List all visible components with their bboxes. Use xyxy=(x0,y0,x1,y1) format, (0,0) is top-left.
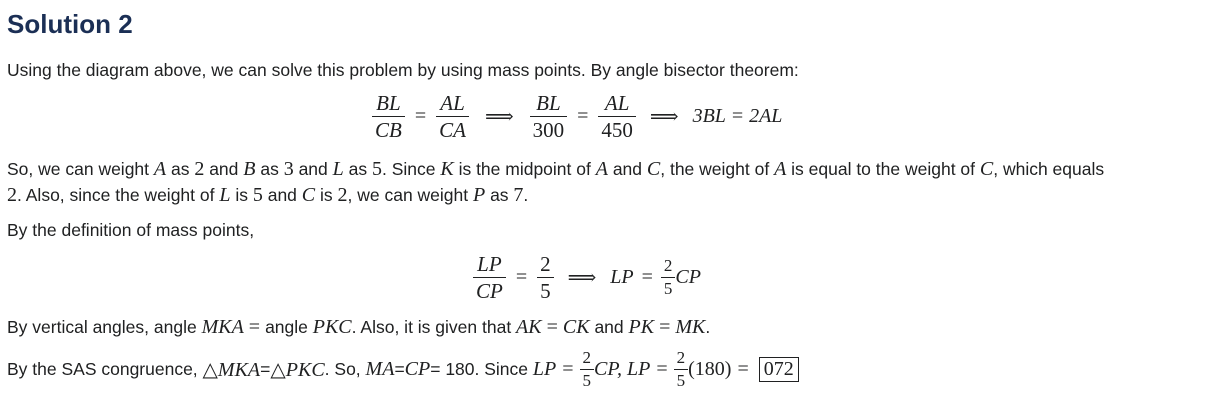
math-var: P xyxy=(472,184,486,206)
math-var: L xyxy=(219,184,231,206)
numerator: LP xyxy=(477,252,502,276)
numerator: BL xyxy=(376,91,401,115)
math-var: A xyxy=(153,158,167,180)
text: . Also, it is given that xyxy=(351,317,517,337)
text: and xyxy=(293,159,333,179)
text: , the weight of xyxy=(660,159,775,179)
denominator: CA xyxy=(436,116,469,141)
math-op: = xyxy=(562,357,574,380)
fraction-bl-300 xyxy=(530,92,568,141)
vertical-angles-line xyxy=(7,316,710,339)
intro-paragraph: Using the diagram above, we can solve this problem by using mass points. By angle bisector theorem: xyxy=(7,60,799,80)
denominator: 5 xyxy=(537,277,554,302)
mass-points-equation xyxy=(473,253,701,302)
numerator: 2 xyxy=(663,256,673,276)
denominator: CB xyxy=(372,116,405,141)
text: , we can weight xyxy=(347,185,473,205)
math-num: 3 xyxy=(283,158,294,180)
implies-arrow: ⟹ xyxy=(484,106,514,129)
math-var: MKA xyxy=(201,316,244,338)
fraction-bl-cb xyxy=(372,92,405,141)
text: = xyxy=(394,358,405,379)
numerator: BL xyxy=(536,91,561,115)
text: as xyxy=(166,159,195,179)
math-num: 7 xyxy=(513,184,524,206)
denominator: 5 xyxy=(661,277,676,298)
solution-heading: Solution 2 xyxy=(7,9,133,39)
weights-line-1 xyxy=(7,158,1104,181)
text: as xyxy=(485,185,514,205)
denominator: CP xyxy=(473,277,506,302)
numerator: AL xyxy=(440,91,465,115)
lhs-lp: LP xyxy=(610,266,634,289)
denominator: 5 xyxy=(674,369,689,390)
math-var: LP xyxy=(532,357,557,380)
equals-sign: = xyxy=(577,105,589,128)
text: . Since xyxy=(381,159,441,179)
fraction-lp-cp xyxy=(473,253,506,302)
math-var: CP xyxy=(404,357,431,380)
math-var: CK xyxy=(562,316,590,338)
math-num: 2 xyxy=(194,158,205,180)
math-num: 5 xyxy=(252,184,263,206)
math-var: A xyxy=(595,158,608,180)
boxed-answer: 072 xyxy=(759,357,799,382)
math-var: C xyxy=(301,184,316,206)
math-var: PKC xyxy=(312,316,352,338)
denominator: 300 xyxy=(530,116,568,141)
rhs-cp: CP xyxy=(675,266,701,289)
math-var: A xyxy=(774,158,787,180)
fraction-al-ca xyxy=(436,92,469,141)
text: and xyxy=(589,317,629,337)
math-num: 5 xyxy=(371,158,382,180)
equals-sign: = xyxy=(641,266,653,289)
denominator: 450 xyxy=(598,116,636,141)
text: and xyxy=(204,159,244,179)
fraction-al-450 xyxy=(598,92,636,141)
text: as xyxy=(343,159,372,179)
text: . Also, since the weight of xyxy=(17,185,220,205)
text: By the SAS congruence, xyxy=(7,358,198,379)
implies-arrow: ⟹ xyxy=(649,106,679,129)
denominator: 5 xyxy=(580,369,595,390)
equals-sign: = xyxy=(414,105,427,128)
weights-line-2 xyxy=(7,184,528,207)
equation-result: 3BL = 2AL xyxy=(692,105,783,128)
math-op: = xyxy=(737,357,749,380)
math-var: MA xyxy=(365,357,395,380)
math-var: C xyxy=(646,158,661,180)
math-op: = xyxy=(243,316,266,338)
text: = xyxy=(260,358,271,379)
text: , which equals xyxy=(993,159,1105,179)
text: is xyxy=(230,185,253,205)
text: is the midpoint of xyxy=(453,159,596,179)
implies-arrow: ⟹ xyxy=(567,267,597,290)
numerator: AL xyxy=(604,91,630,115)
text: angle xyxy=(265,317,313,337)
math-num: (180) xyxy=(688,357,732,380)
text: . xyxy=(523,185,529,205)
equals-sign: = xyxy=(515,266,528,289)
text: and xyxy=(607,159,647,179)
numerator: 2 xyxy=(676,348,686,367)
definition-line: By the definition of mass points, xyxy=(7,220,255,240)
angle-bisector-equation xyxy=(372,92,782,141)
math-var: K xyxy=(440,158,454,180)
text: as xyxy=(255,159,284,179)
math-var: L xyxy=(332,158,344,180)
coefficient-2-5 xyxy=(580,349,595,390)
math-var: B xyxy=(243,158,256,180)
math-var: MK xyxy=(675,316,706,338)
math-var: AK xyxy=(516,316,542,338)
coefficient-2-5 xyxy=(674,349,689,390)
numerator: 2 xyxy=(582,348,592,367)
math-num: 2 xyxy=(337,184,348,206)
sas-line xyxy=(7,349,799,390)
triangle-mka: △MKA xyxy=(202,358,261,381)
numerator: 2 xyxy=(540,252,551,276)
math-op: = xyxy=(541,316,563,338)
math-var: C xyxy=(979,158,994,180)
math-op: = xyxy=(656,357,668,380)
fraction-2-5 xyxy=(537,253,554,302)
text: is xyxy=(315,185,338,205)
text: So, we can weight xyxy=(7,159,154,179)
text: . xyxy=(705,317,711,337)
math-num: 2 xyxy=(7,184,17,206)
text: . So, xyxy=(324,358,361,379)
coefficient-2-5 xyxy=(661,257,676,298)
text: and xyxy=(262,185,302,205)
math-var: PK xyxy=(628,316,655,338)
math-var: CP, LP xyxy=(594,357,651,380)
text: By vertical angles, angle xyxy=(7,317,202,337)
triangle-pkc: △PKC xyxy=(270,358,325,381)
text: = 180. Since xyxy=(430,358,529,379)
text: is equal to the weight of xyxy=(786,159,980,179)
math-op: = xyxy=(654,316,676,338)
